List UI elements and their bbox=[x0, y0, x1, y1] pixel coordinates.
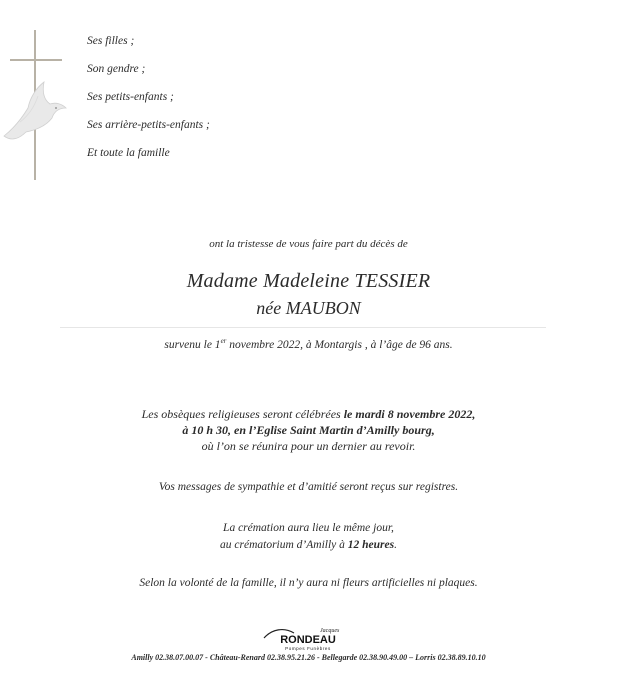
cremation-end: . bbox=[394, 539, 397, 551]
family-item: Son gendre ; bbox=[87, 63, 146, 75]
cross-horizontal-bar bbox=[10, 59, 62, 61]
family-item: Ses filles ; bbox=[87, 35, 135, 47]
contact-phones: Amilly 02.38.07.00.07 - Château-Renard 02.38.95.21.26 - Bellegarde 02.38.90.49.00 – Lorris 02.38.89.10.10 bbox=[131, 653, 486, 662]
family-item: Ses petits-enfants ; bbox=[87, 91, 174, 103]
death-details bbox=[0, 337, 617, 351]
funeral-location: à 10 h 30, en l’Eglise Saint Martin d’Amilly bourg, bbox=[182, 423, 435, 437]
death-prefix: survenu le 1 bbox=[164, 338, 221, 351]
cremation-line-2 bbox=[0, 537, 617, 554]
funeral-intro: Les obsèques religieuses seront célébrées bbox=[141, 407, 344, 421]
funeral-details bbox=[0, 406, 617, 454]
messages-note: Vos messages de sympathie et d’amitié seront reçus sur registres. bbox=[158, 481, 459, 493]
cremation-time: 12 heures bbox=[347, 539, 395, 551]
announcement-intro: ont la tristesse de vous faire part du décès de bbox=[209, 238, 408, 250]
funeral-date: le mardi 8 novembre 2022, bbox=[343, 407, 476, 421]
death-suffix: novembre 2022, à Montargis , à l’âge de 96 ans. bbox=[226, 338, 453, 351]
family-item: Ses arrière-petits-enfants ; bbox=[87, 119, 210, 131]
family-item: Et toute la famille bbox=[87, 147, 170, 159]
funeral-line-3: où l’on se réunira pour un dernier au revoir. bbox=[201, 439, 416, 453]
cremation-place: au crématorium d’Amilly à bbox=[220, 539, 348, 551]
divider-line bbox=[60, 327, 546, 328]
logo-firstname: Jacques bbox=[320, 628, 340, 634]
funeral-line-2 bbox=[0, 422, 617, 438]
cremation-line-1: La crémation aura lieu le même jour, bbox=[223, 522, 394, 534]
family-list bbox=[87, 30, 210, 170]
dove-icon bbox=[0, 78, 70, 150]
logo-subtitle: Pompes Funèbres bbox=[285, 646, 331, 651]
funeral-line-1 bbox=[0, 406, 617, 422]
family-wish: Selon la volonté de la famille, il n’y aura ni fleurs artificielles ni plaques. bbox=[139, 577, 478, 589]
deceased-name: Madame Madeleine TESSIER bbox=[186, 270, 431, 292]
birth-name: née MAUBON bbox=[256, 298, 361, 318]
funeral-home-logo bbox=[258, 625, 358, 653]
logo-name: RONDEAU bbox=[280, 634, 336, 646]
death-ordinal: er bbox=[220, 337, 227, 345]
cremation-details bbox=[0, 520, 617, 554]
